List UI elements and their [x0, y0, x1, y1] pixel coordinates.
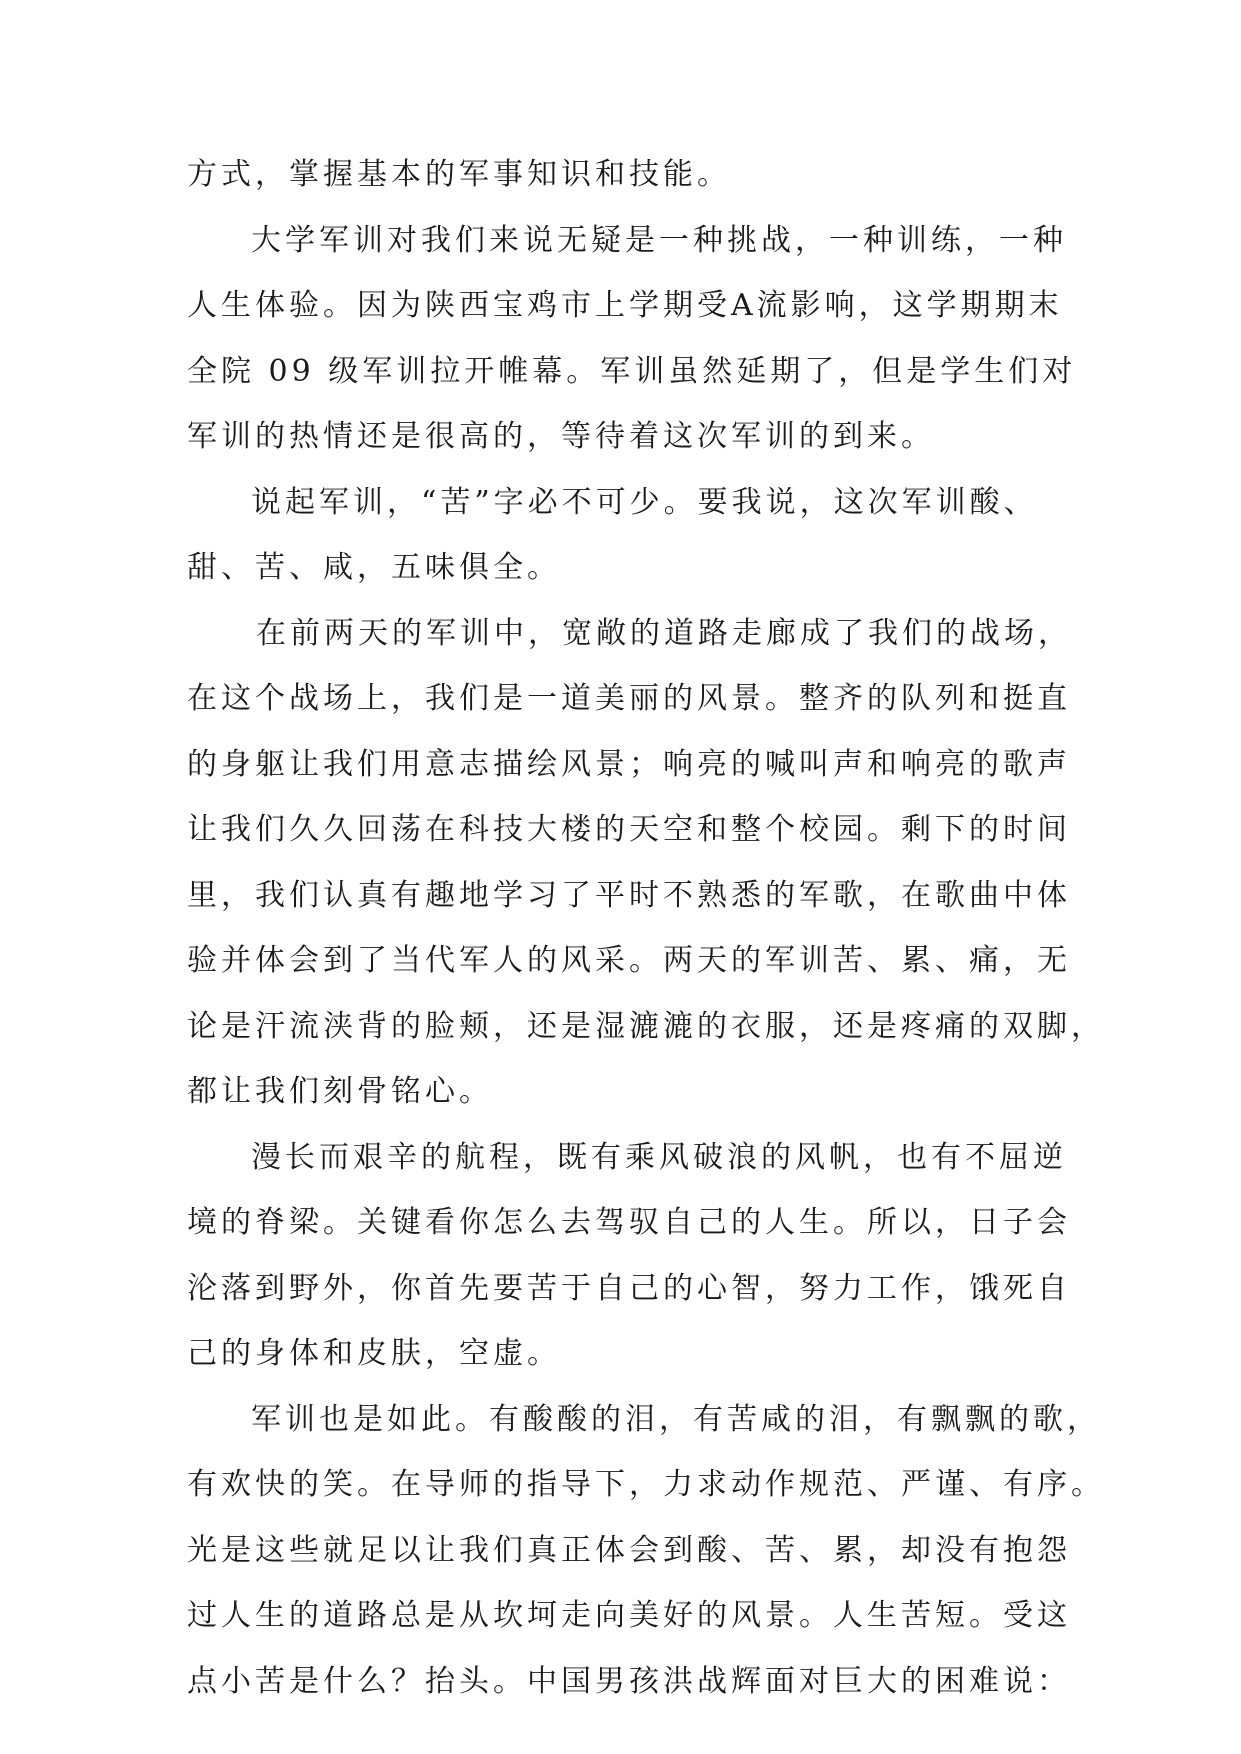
- text-line: 说起军训，“苦”字必不可少。要我说，这次军训酸、: [251, 485, 1038, 520]
- text-line: 军训的热情还是很高的，等待着这次军训的到来。: [187, 419, 935, 454]
- text-line: 漫长而艰辛的航程，既有乘风破浪的风帆，也有不屈逆: [251, 1140, 1067, 1175]
- text-line: 境的脊梁。关键看你怎么去驾驭自己的人生。所以，日子会: [187, 1205, 1071, 1240]
- text-line: 在前两天的军训中，宽敞的道路走廊成了我们的战场，: [256, 616, 1072, 651]
- text-line: 论是汗流浃背的脸颊，还是湿漉漉的衣服，还是疼痛的双脚，: [187, 1009, 1105, 1044]
- text-line: 验并体会到了当代军人的风采。两天的军训苦、累、痛，无: [187, 943, 1071, 978]
- text-line: 的身躯让我们用意志描绘风景；响亮的喊叫声和响亮的歌声: [187, 747, 1071, 782]
- text-line: 甜、苦、咸，五味俱全。: [187, 550, 561, 585]
- text-line: 里，我们认真有趣地学习了平时不熟悉的军歌，在歌曲中体: [187, 878, 1071, 913]
- text-line: 沦落到野外，你首先要苦于自己的心智，努力工作，饿死自: [187, 1271, 1071, 1306]
- text-line: 在这个战场上，我们是一道美丽的风景。整齐的队列和挺直: [187, 681, 1071, 716]
- text-line: 有欢快的笑。在导师的指导下，力求动作规范、严谨、有序。: [187, 1467, 1105, 1502]
- text-line: 方式，掌握基本的军事知识和技能。: [187, 157, 731, 192]
- text-line: 全院 09 级军训拉开帷幕。军训虽然延期了，但是学生们对: [187, 354, 1077, 389]
- text-line: 让我们久久回荡在科技大楼的天空和整个校园。剩下的时间: [187, 812, 1071, 847]
- text-line: 军训也是如此。有酸酸的泪，有苦咸的泪，有飘飘的歌，: [251, 1402, 1101, 1437]
- text-line: 点小苦是什么？抬头。中国男孩洪战辉面对巨大的困难说：: [187, 1664, 1071, 1699]
- text-line: 人生体验。因为陕西宝鸡市上学期受A流影响，这学期期末: [187, 288, 1063, 323]
- text-line: 过人生的道路总是从坎坷走向美好的风景。人生苦短。受这: [187, 1598, 1071, 1633]
- text-line: 大学军训对我们来说无疑是一种挑战，一种训练，一种: [251, 223, 1067, 258]
- text-line: 光是这些就足以让我们真正体会到酸、苦、累，却没有抱怨: [187, 1533, 1071, 1568]
- text-line: 都让我们刻骨铭心。: [187, 1074, 493, 1109]
- text-line: 己的身体和皮肤，空虚。: [187, 1336, 561, 1371]
